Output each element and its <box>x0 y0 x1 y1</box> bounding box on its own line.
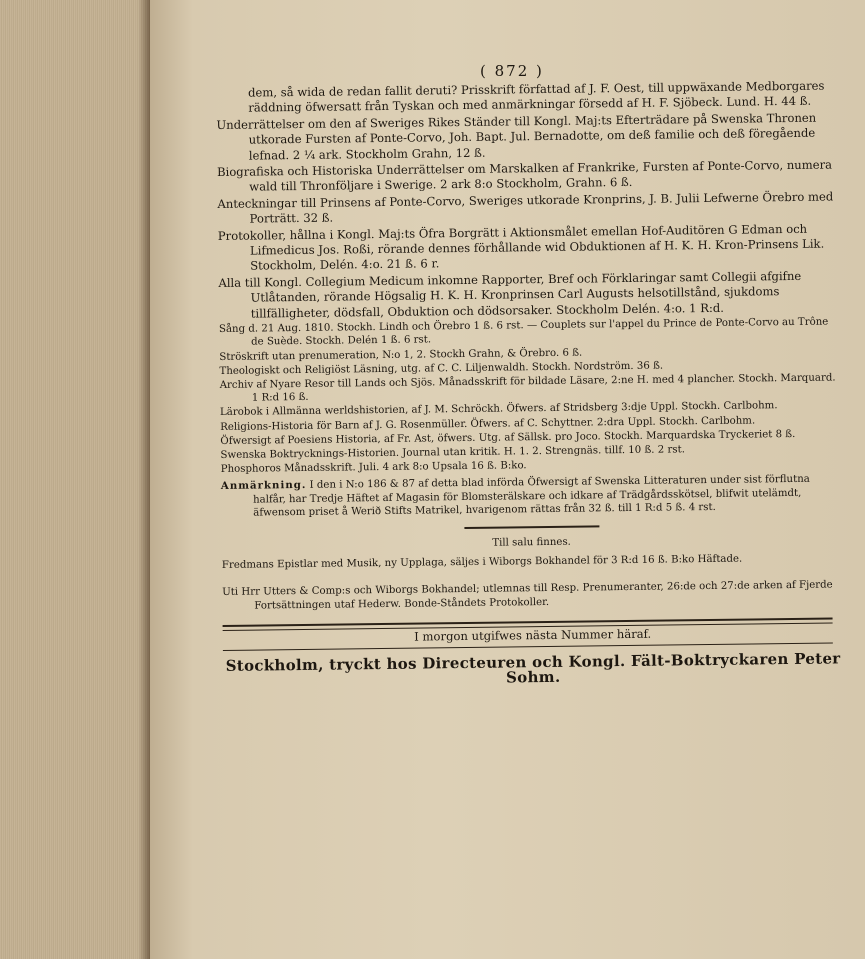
page-number: ( 872 ) <box>480 62 544 80</box>
remark-label: Anmärkning. <box>220 479 307 493</box>
list-item: Öfwersigt af Poesiens Historia, af Fr. Ast, öfwers. Utg. af Sällsk. pro Joco. Stockh. Marquardska Tryckeriet 8 ß. <box>220 428 796 447</box>
list-item: Protokoller, hållna i Kongl. Maj:ts Öfra Borgrätt i Aktionsmålet emellan Hof-Auditören G Edman och Lifmedicus Jos. Roßi, rörande dennes förhållande wid Obduktionen af H. K. H. Kron-Prinsens Lik. Stockholm, Delén. 4:o. 21 ß. 6 r. <box>217 221 825 274</box>
list-item: Theologiskt och Religiöst Läsning, utg. af C. C. Liljenwaldh. Stockh. Nordström. 36 ß. <box>219 360 664 377</box>
for-sale-text: Fredmans Epistlar med Musik, ny Upplaga, säljes i Wiborgs Bokhandel för 3 R:d 16 ß. B:ko Häftade. <box>221 553 743 572</box>
book-page-edges <box>0 0 150 959</box>
list-item: Ströskrift utan prenumeration, N:o 1, 2. Stockh Grahn, & Örebro. 6 ß. <box>219 347 583 363</box>
list-item: dem, så wida de redan fallit deruti? Prisskrift författad af J. F. Oest, till uppwäxande Medborgares räddning öfwersatt från Tyskan och med anmärkningar försedd af H. F. Sjöbeck. Lund. H. 44 ß. <box>247 78 825 116</box>
list-item: Anteckningar till Prinsens af Ponte-Corvo, Sweriges utkorade Kronprins, J. B. Julii Lefwerne Örebro med Porträtt. 32 ß. <box>217 189 834 226</box>
list-item: Underrättelser om den af Sweriges Rikes Ständer till Kongl. Maj:ts Efterträdare på Swenska Thronen utkorade Fursten af Ponte-Corvo, Joh. Bapt. Jul. Bernadotte, om deß familie och deß föregående lefnad. 2 ¼ ark. Stockholm Grahn, 12 ß. <box>216 110 817 163</box>
list-item: Biografiska och Historiska Underrättelser om Marskalken af Frankrike, Fursten af Ponte-Corvo, numera wald till Thronföljare i Swerige. 2 ark 8:o Stockholm, Grahn. 6 ß. <box>216 157 833 195</box>
subscriber-notice: Uti Hrr Utters & Comp:s och Wiborgs Bokhandel; utlemnas till Resp. Prenumeranter, 26:de och 27:de arken af Fjerde Fortsättningen utaf Hederw. Bonde-Ståndets Protokoller. <box>222 579 833 612</box>
list-item: Alla till Kongl. Collegium Medicum inkomne Rapporter, Bref och Förklaringar samt Collegii afgifne Utlåtanden, rörande Högsalig H. K. H. Kronprinsen Carl Augusts helsotillstånd, sjukdoms tillfälligheter, dödsfall, Obduktion och dödsorsaker. Stockholm Delén. 4:o. 1 R:d. <box>218 268 802 321</box>
list-item: Sång d. 21 Aug. 1810. Stockh. Lindh och Örebro 1 ß. 6 rst. — Couplets sur l'appel du Prince de Ponte-Corvo au Trône de Suède. Stockh. Delén 1 ß. 6 rst. <box>218 316 829 348</box>
page-content <box>216 78 843 689</box>
next-issue-notice: I morgon utgifwes nästa Nummer häraf. <box>414 626 652 644</box>
for-sale-heading: Till salu finnes. <box>492 536 571 549</box>
document-page <box>150 0 865 959</box>
remark-paragraph <box>221 473 841 520</box>
list-item: Lärobok i Allmänna werldshistorien, af J. M. Schröckh. Öfwers. af Stridsberg 3:dje Uppl. Stockh. Carlbohm. <box>219 400 778 419</box>
section-divider <box>464 525 599 529</box>
list-item: Archiv af Nyare Resor till Lands och Sjös. Månadsskrift för bildade Läsare, 2:ne H. med 4 plancher. Stockh. Marquard. 1 R:d 16 ß. <box>219 372 836 404</box>
list-item: Religions-Historia för Barn af J. G. Rosenmüller. Öfwers. af C. Schyttner. 2:dra Uppl. Stockh. Carlbohm. <box>220 414 756 433</box>
remark-text: I den i N:o 186 & 87 af detta blad införda Öfwersigt af Swenska Litteraturen under sist förflutna halfår, har Tredje Häftet af Magasin för Blomsterälskare och idkare af Trädgårdsskötsel, blifwit utelämdt, äfwensom priset å Werið Stifts Matrikel, hvarigenom rättas från 32 ß. till 1 R:d 5 ß. 4 rst. <box>252 474 810 519</box>
list-item: Swenska Boktrycknings-Historien. Journal utan kritik. H. 1. 2. Strengnäs. tillf. 10 ß. 2 rst. <box>220 444 685 461</box>
list-item: Phosphoros Månadsskrift. Juli. 4 ark 8:o Upsala 16 ß. B:ko. <box>220 460 527 476</box>
printer-imprint: Stockholm, tryckt hos Directeuren och Kongl. Fält-Boktryckaren Peter Sohm. <box>225 649 841 687</box>
